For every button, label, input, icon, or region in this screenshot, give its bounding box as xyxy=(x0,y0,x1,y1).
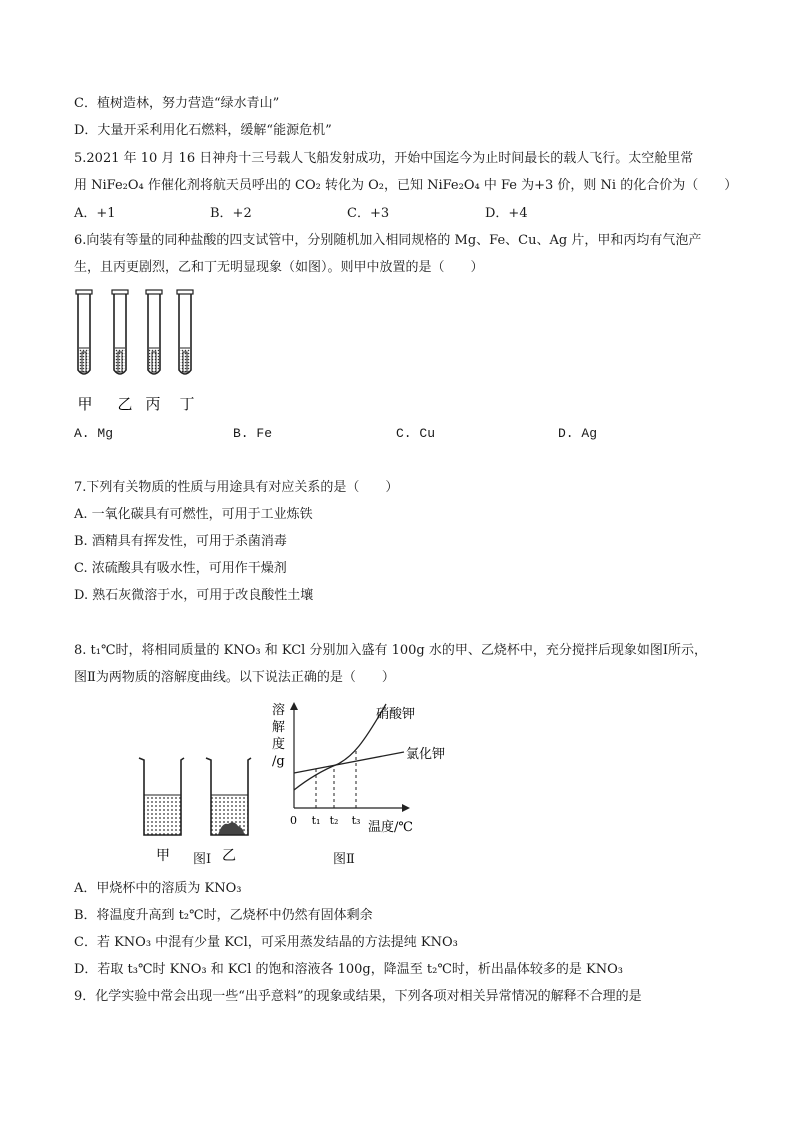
q8-option-b: B．将温度升高到 t₂℃时，乙烧杯中仍然有固体剩余 xyxy=(74,908,373,923)
q5-stem-line2: 用 NiFe₂O₄ 作催化剂将航天员呼出的 CO₂ 转化为 O₂，已知 NiFe₂O₄ 中 Fe 为+3 价，则 Ni 的化合价为（ ） xyxy=(74,178,738,193)
tube-label-jia: 甲 xyxy=(77,395,93,413)
y-axis-label-3: 度 xyxy=(272,737,286,752)
beaker-jia xyxy=(139,758,184,835)
test-tube-jia xyxy=(76,290,92,374)
q7-option-b: B. 酒精具有挥发性，可用于杀菌消毒 xyxy=(74,534,287,549)
q9-stem: 9．化学实验中常会出现一些“出乎意料”的现象或结果，下列各项对相关异常情况的解释不合理的是 xyxy=(74,989,642,1004)
q7-stem: 7.下列有关物质的性质与用途具有对应关系的是（ ） xyxy=(74,480,399,495)
curve-kno3 xyxy=(294,704,386,790)
q8-option-d: D．若取 t₃℃时 KNO₃ 和 KCl 的饱和溶液各 100g，降温至 t₂℃时，析出晶体较多的是 KNO₃ xyxy=(74,962,623,977)
curve-kcl-label: 氯化钾 xyxy=(406,747,446,762)
q5-option-a: A．+1 xyxy=(74,206,116,221)
q4-option-d: D．大量开采利用化石燃料，缓解“能源危机” xyxy=(74,123,332,138)
q6-option-b: B. Fe xyxy=(233,426,273,441)
solubility-graph xyxy=(268,700,458,840)
q6-option-c: C. Cu xyxy=(396,426,436,441)
tick-t2: t₂ xyxy=(329,814,339,827)
q5-stem-line1: 5.2021 年 10 月 16 日神舟十三号载人飞船发射成功，开始中国迄今为止时间最长的载人飞行。太空舱里常 xyxy=(74,151,694,166)
tube-label-yi: 乙 xyxy=(117,395,133,413)
y-axis-label-1: 溶 xyxy=(272,703,286,718)
y-axis-arrow xyxy=(290,702,298,710)
curve-kcl xyxy=(294,752,404,773)
q8-option-a: A．甲烧杯中的溶质为 KNO₃ xyxy=(74,881,242,896)
test-tube-yi xyxy=(112,290,128,374)
q7-option-a: A. 一氧化碳具有可燃性，可用于工业炼铁 xyxy=(74,507,313,522)
q8-stem-line2: 图Ⅱ为两物质的溶解度曲线。以下说法正确的是（ ） xyxy=(74,670,395,685)
q4-option-c: C．植树造林，努力营造“绿水青山” xyxy=(74,96,280,111)
tick-t1: t₁ xyxy=(311,814,321,827)
beaker-yi xyxy=(206,758,251,835)
x-axis-label: 温度/℃ xyxy=(368,820,413,835)
origin-label: 0 xyxy=(290,814,297,827)
x-axis-arrow xyxy=(402,804,410,812)
q5-option-d: D．+4 xyxy=(485,206,528,221)
curve-kno3-label: 硝酸钾 xyxy=(376,707,416,722)
tube-label-ding: 丁 xyxy=(179,395,195,413)
y-axis-label-4: /g xyxy=(272,754,285,769)
test-tube-ding xyxy=(177,290,193,374)
beaker-label-yi: 乙 xyxy=(222,848,236,864)
tube-label-bing: 丙 xyxy=(145,395,161,413)
q5-option-c: C．+3 xyxy=(347,206,390,221)
q6-option-d: D. Ag xyxy=(558,426,598,441)
q6-stem-line2: 生，且丙更剧烈，乙和丁无明显现象（如图）。则甲中放置的是（ ） xyxy=(74,260,484,275)
q7-option-c: C. 浓硫酸具有吸水性，可用作干燥剂 xyxy=(74,561,287,576)
q6-stem-line1: 6.向装有等量的同种盐酸的四支试管中，分别随机加入相同规格的 Mg、Fe、Cu、Ag 片，甲和丙均有气泡产 xyxy=(74,233,702,248)
beakers-figure xyxy=(130,752,270,867)
beaker-label-jia: 甲 xyxy=(156,848,170,864)
q8-option-c: C．若 KNO₃ 中混有少量 KCl，可采用蒸发结晶的方法提纯 KNO₃ xyxy=(74,935,458,950)
q8-stem-line1: 8. t₁℃时，将相同质量的 KNO₃ 和 KCl 分别加入盛有 100g 水的甲、乙烧杯中，充分搅拌后现象如图Ⅰ所示， xyxy=(74,643,708,658)
q7-option-d: D. 熟石灰微溶于水，可用于改良酸性土壤 xyxy=(74,588,314,603)
q5-option-b: B．+2 xyxy=(210,206,252,221)
fig2-caption: 图Ⅱ xyxy=(333,852,355,867)
tick-t3: t₃ xyxy=(351,814,361,827)
test-tubes-figure xyxy=(70,286,210,414)
test-tube-bing xyxy=(146,290,162,374)
y-axis-label-2: 解 xyxy=(272,720,286,735)
fig1-caption: 图Ⅰ xyxy=(193,852,212,867)
q6-option-a: A. Mg xyxy=(74,426,114,441)
